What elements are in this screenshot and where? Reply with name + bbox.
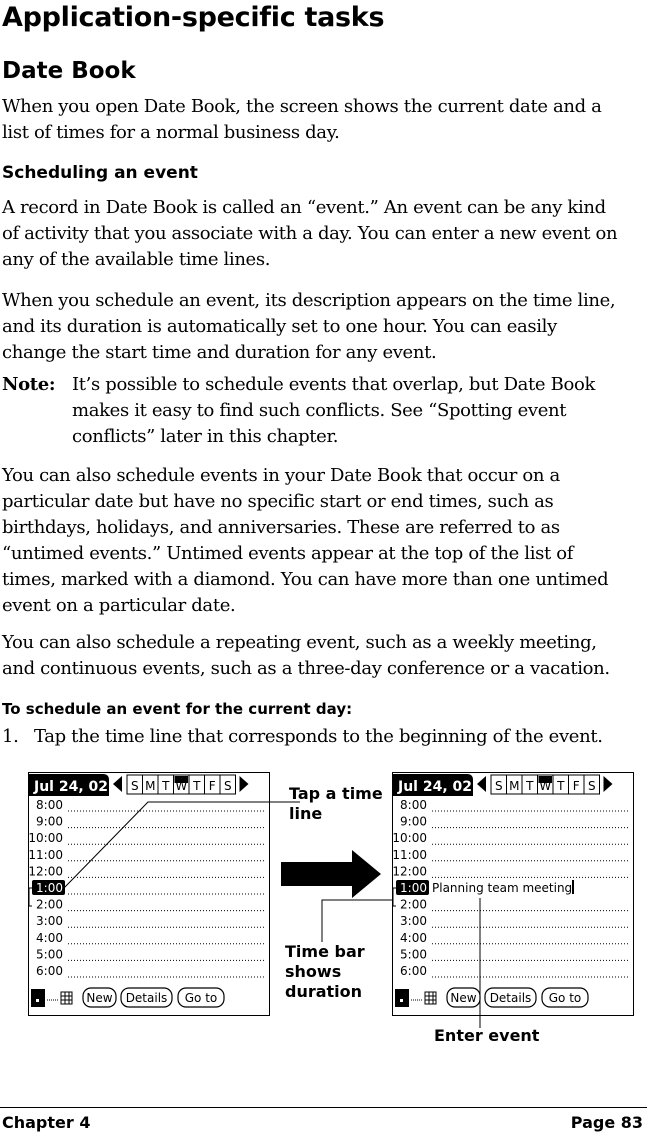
text-line: change the start time and duration for any event. <box>2 342 437 363</box>
text-line: It’s possible to schedule events that overlap, but Date Book <box>72 374 596 395</box>
procedure-title: To schedule an event for the current day: <box>2 700 353 718</box>
weekday-letter: S <box>130 779 139 793</box>
time-label: 10:00 <box>28 831 63 846</box>
time-label: 8:00 <box>400 798 427 812</box>
step-number: 1. <box>2 726 19 747</box>
time-label: 4:00 <box>400 930 427 945</box>
day-view-dot <box>400 999 403 1002</box>
time-label: 5:00 <box>400 947 427 962</box>
text-line: event on a particular date. <box>2 595 236 616</box>
new-button-label: New <box>86 991 113 1005</box>
paragraph-3 <box>2 463 642 619</box>
callout-enter-event: Enter event <box>434 1026 540 1045</box>
weekday-letter: M <box>509 779 520 793</box>
weekday-letter: S <box>494 779 503 793</box>
weekday-letter: T <box>162 779 170 793</box>
callout-line: shows <box>285 962 342 981</box>
time-label: 5:00 <box>36 947 63 962</box>
text-line: times, marked with a diamond. You can have more than one untimed <box>2 569 609 590</box>
callout-leader-timebar <box>322 900 392 942</box>
weekday-letter: F <box>572 779 580 793</box>
weekday-letter: T <box>526 779 534 793</box>
weekday-letter: W <box>539 779 552 793</box>
text-line: When you open Date Book, the screen shows the current date and a <box>2 96 602 117</box>
paragraph-4 <box>2 630 642 682</box>
time-label: 4:00 <box>36 930 63 945</box>
text-line: You can also schedule events in your Date Book that occur on a <box>2 465 560 486</box>
callout-line: line <box>289 804 323 823</box>
callout-line: Time bar <box>285 942 365 961</box>
footer-page: Page 83 <box>570 1113 643 1132</box>
text-cursor <box>572 880 574 894</box>
time-label: 9:00 <box>36 814 63 829</box>
text-line: When you schedule an event, its description appears on the time line, <box>2 290 616 311</box>
date-label: Jul 24, 02 <box>398 779 473 795</box>
section-heading: Date Book <box>2 58 136 84</box>
details-button-label: Details <box>125 991 168 1005</box>
weekday-letter: T <box>557 779 565 793</box>
day-view-icon <box>395 989 409 1007</box>
text-line: makes it easy to find such conflicts. See “Spotting event <box>72 400 567 421</box>
time-label: 12:00 <box>392 864 427 879</box>
month-view-icon <box>61 992 72 1004</box>
text-line: any of the available time lines. <box>2 249 271 270</box>
subsection-heading: Scheduling an event <box>2 163 198 183</box>
time-label: 2:00 <box>400 897 427 912</box>
weekday-letter: S <box>587 779 596 793</box>
note-text <box>72 372 595 450</box>
time-label: 12:00 <box>28 864 63 879</box>
weekday-letter: T <box>193 779 201 793</box>
time-label: 10:00 <box>392 831 427 846</box>
weekday-letter: F <box>208 779 216 793</box>
step-text: Tap the time line that corresponds to the beginning of the event. <box>34 726 603 747</box>
page-heading: Application-specific tasks <box>2 2 385 33</box>
time-label: 6:00 <box>36 964 63 978</box>
text-line: particular date but have no specific start or end times, such as <box>2 491 554 512</box>
go-to-button-label: Go to <box>548 991 582 1005</box>
callout-line: duration <box>285 982 363 1001</box>
weekday-letter: M <box>145 779 156 793</box>
date-book-figure <box>0 766 647 1056</box>
text-line: You can also schedule a repeating event, such as a weekly meeting, <box>2 632 597 653</box>
text-line: birthdays, holidays, and anniversaries. These are referred to as <box>2 517 560 538</box>
text-line: list of times for a normal business day. <box>2 122 340 143</box>
callout-line: Tap a time <box>289 784 383 803</box>
text-line: and its duration is automatically set to one hour. You can easily <box>2 316 557 337</box>
paragraph-2 <box>2 288 642 366</box>
callout-tap-time-line <box>289 784 383 824</box>
time-label: 11:00 <box>28 847 63 862</box>
date-label: Jul 24, 02 <box>34 779 109 795</box>
callout-time-bar <box>285 942 365 1002</box>
text-line: A record in Date Book is called an “event.” An event can be any kind <box>2 197 606 218</box>
month-view-icon <box>425 992 436 1004</box>
time-label: 11:00 <box>392 847 427 862</box>
day-view-dot <box>36 999 39 1002</box>
text-line: of activity that you associate with a day. You can enter a new event on <box>2 223 618 244</box>
footer-chapter: Chapter 4 <box>2 1113 91 1132</box>
time-label: 8:00 <box>36 798 63 812</box>
text-line: and continuous events, such as a three-day conference or a vacation. <box>2 658 610 679</box>
big-arrow-icon <box>281 850 381 898</box>
paragraph-1 <box>2 195 642 273</box>
time-label: 2:00 <box>36 897 63 912</box>
time-label: 9:00 <box>400 814 427 829</box>
weekday-letter: S <box>223 779 232 793</box>
time-label: 3:00 <box>400 914 427 929</box>
footer-rule <box>0 1107 647 1108</box>
day-view-icon <box>31 989 45 1007</box>
go-to-button-label: Go to <box>184 991 218 1005</box>
weekday-letter: W <box>175 779 188 793</box>
text-line: “untimed events.” Untimed events appear at the top of the list of <box>2 543 574 564</box>
time-label: 3:00 <box>36 914 63 929</box>
time-label: 6:00 <box>400 964 427 978</box>
note-label: Note: <box>2 374 56 395</box>
time-label: 1:00 <box>36 881 63 895</box>
text-line: conflicts” later in this chapter. <box>72 426 339 447</box>
details-button-label: Details <box>489 991 532 1005</box>
intro-paragraph <box>2 94 642 146</box>
event-text: Planning team meeting <box>432 881 573 895</box>
time-label: 1:00 <box>400 881 427 895</box>
new-button-label: New <box>450 991 477 1005</box>
